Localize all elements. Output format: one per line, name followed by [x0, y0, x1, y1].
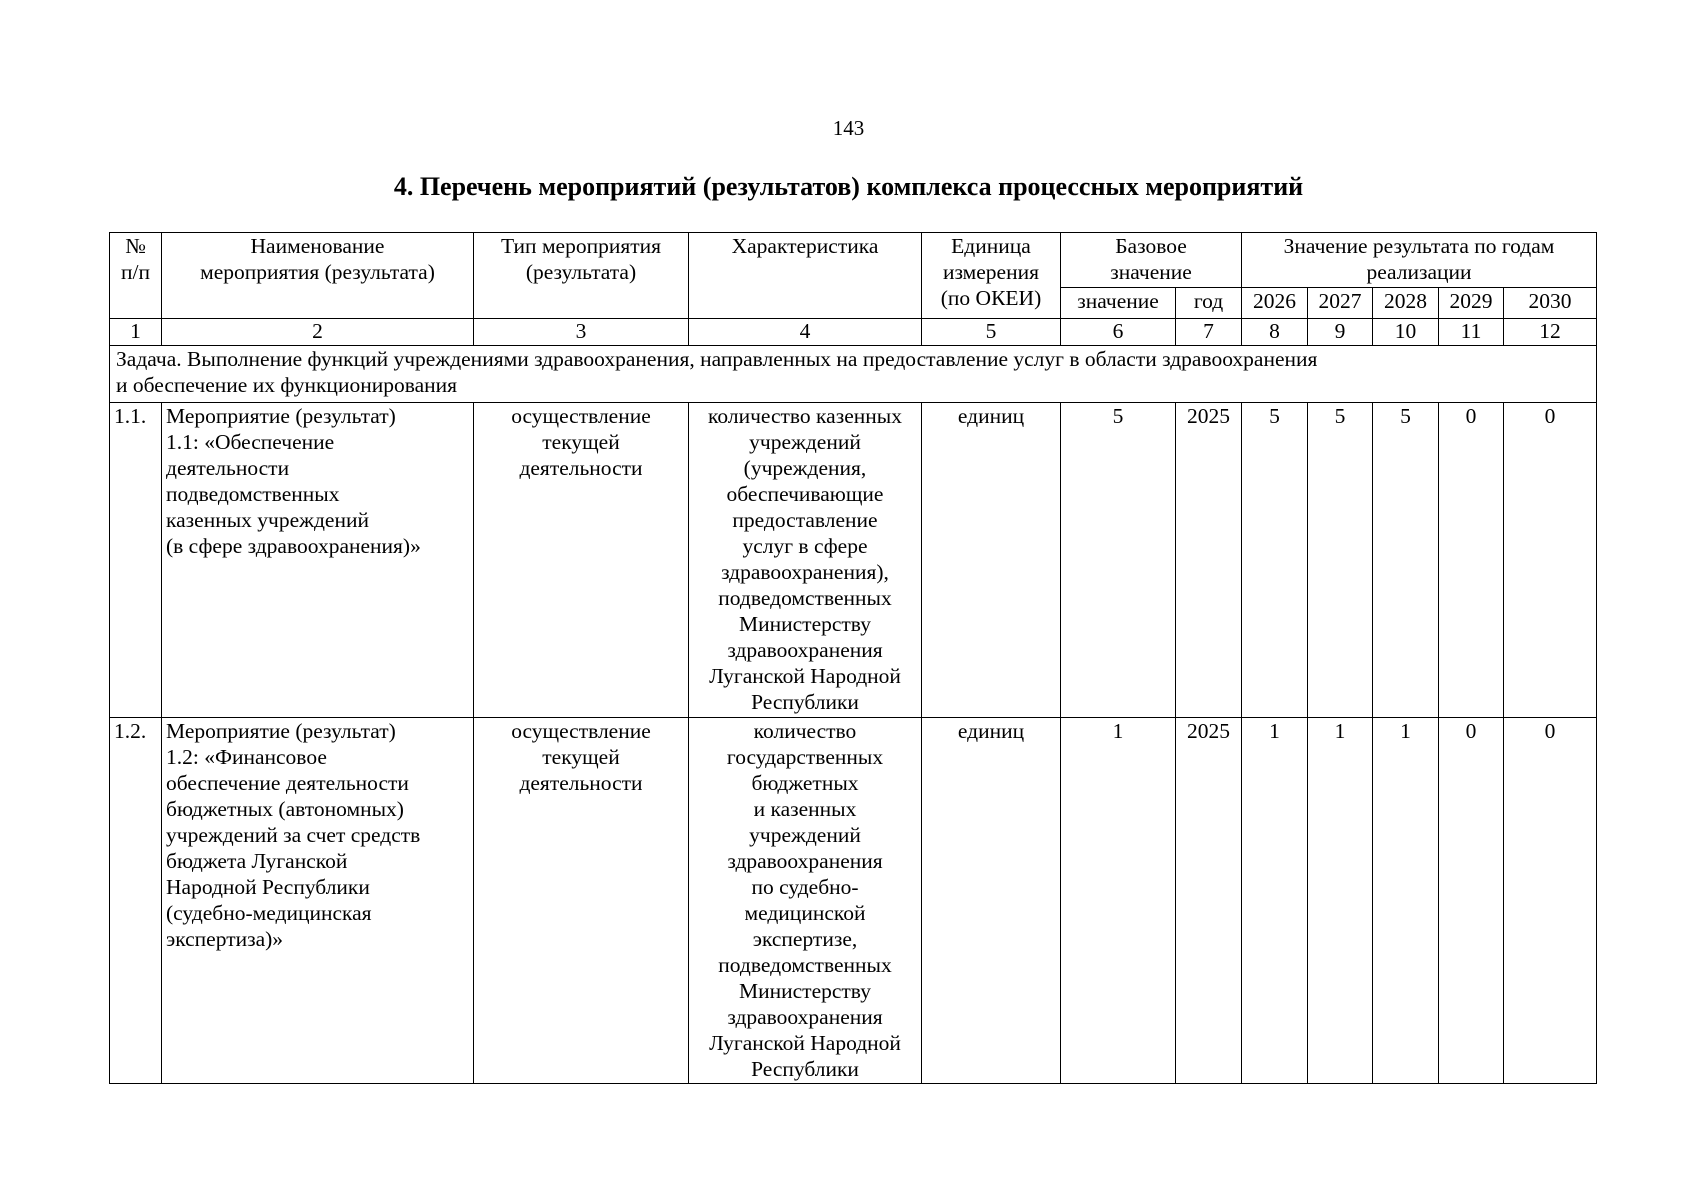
measure-characteristic: количество государственных бюджетных и казенных учреждений здравоохранения по судебно- медицинской экспертизе, подведомственных Министерству здравоохранения Луганской Народной Республики: [689, 718, 922, 1084]
table-row: [110, 403, 1597, 718]
year-value: 1: [1373, 718, 1439, 1084]
column-number: 8: [1242, 319, 1308, 346]
header-row: [110, 233, 1597, 288]
base-year: 2025: [1176, 403, 1242, 718]
header-no: № п/п: [110, 233, 162, 319]
base-year: 2025: [1176, 718, 1242, 1084]
column-number: 12: [1504, 319, 1597, 346]
column-number: 2: [162, 319, 474, 346]
header-base-value: значение: [1061, 288, 1176, 319]
year-value: 5: [1242, 403, 1308, 718]
year-value: 1: [1308, 718, 1373, 1084]
measure-type: осуществление текущей деятельности: [474, 718, 689, 1084]
column-number: 5: [922, 319, 1061, 346]
header-unit: Единица измерения (по ОКЕИ): [922, 233, 1061, 319]
task-row: [110, 346, 1597, 403]
measure-type: осуществление текущей деятельности: [474, 403, 689, 718]
header-year: 2029: [1439, 288, 1504, 319]
header-base-year: год: [1176, 288, 1242, 319]
measure-characteristic: количество казенных учреждений (учреждения, обеспечивающие предоставление услуг в сфере здравоохранения), подведомственных Министерству здравоохранения Луганской Народной Республики: [689, 403, 922, 718]
column-number: 11: [1439, 319, 1504, 346]
document-title: 4. Перечень мероприятий (результатов) комплекса процессных мероприятий: [393, 172, 1304, 201]
column-number: 3: [474, 319, 689, 346]
year-value: 5: [1308, 403, 1373, 718]
year-value: 5: [1373, 403, 1439, 718]
measure-unit: единиц: [922, 403, 1061, 718]
column-number-row: [110, 319, 1597, 346]
header-type: Тип мероприятия (результата): [474, 233, 689, 319]
header-year: 2030: [1504, 288, 1597, 319]
header-year: 2028: [1373, 288, 1439, 319]
column-number: 7: [1176, 319, 1242, 346]
base-value: 1: [1061, 718, 1176, 1084]
header-base: Базовое значение: [1061, 233, 1242, 288]
task-text: Задача. Выполнение функций учреждениями здравоохранения, направленных на предоставление услуг в области здравоохранения и обеспечение их функционирования: [110, 346, 1597, 403]
header-name: Наименование мероприятия (результата): [162, 233, 474, 319]
column-number: 6: [1061, 319, 1176, 346]
page-number: 143: [832, 116, 865, 140]
measures-table: [109, 232, 1597, 1084]
table-row: [110, 718, 1597, 1084]
header-characteristic: Характеристика: [689, 233, 922, 319]
year-value: 0: [1439, 403, 1504, 718]
year-value: 1: [1242, 718, 1308, 1084]
row-number: 1.2.: [110, 718, 162, 1084]
year-value: 0: [1504, 403, 1597, 718]
year-value: 0: [1439, 718, 1504, 1084]
header-values: Значение результата по годам реализации: [1242, 233, 1597, 288]
column-number: 9: [1308, 319, 1373, 346]
row-number: 1.1.: [110, 403, 162, 718]
column-number: 10: [1373, 319, 1439, 346]
column-number: 1: [110, 319, 162, 346]
column-number: 4: [689, 319, 922, 346]
measure-name: Мероприятие (результат) 1.1: «Обеспечение деятельности подведомственных казенных учреждений (в сфере здравоохранения)»: [162, 403, 474, 718]
year-value: 0: [1504, 718, 1597, 1084]
header-year: 2026: [1242, 288, 1308, 319]
base-value: 5: [1061, 403, 1176, 718]
measure-name: Мероприятие (результат) 1.2: «Финансовое обеспечение деятельности бюджетных (автономных) учреждений за счет средств бюджета Луганской Народной Республики (судебно-медицинская экспертиза)»: [162, 718, 474, 1084]
measure-unit: единиц: [922, 718, 1061, 1084]
header-year: 2027: [1308, 288, 1373, 319]
